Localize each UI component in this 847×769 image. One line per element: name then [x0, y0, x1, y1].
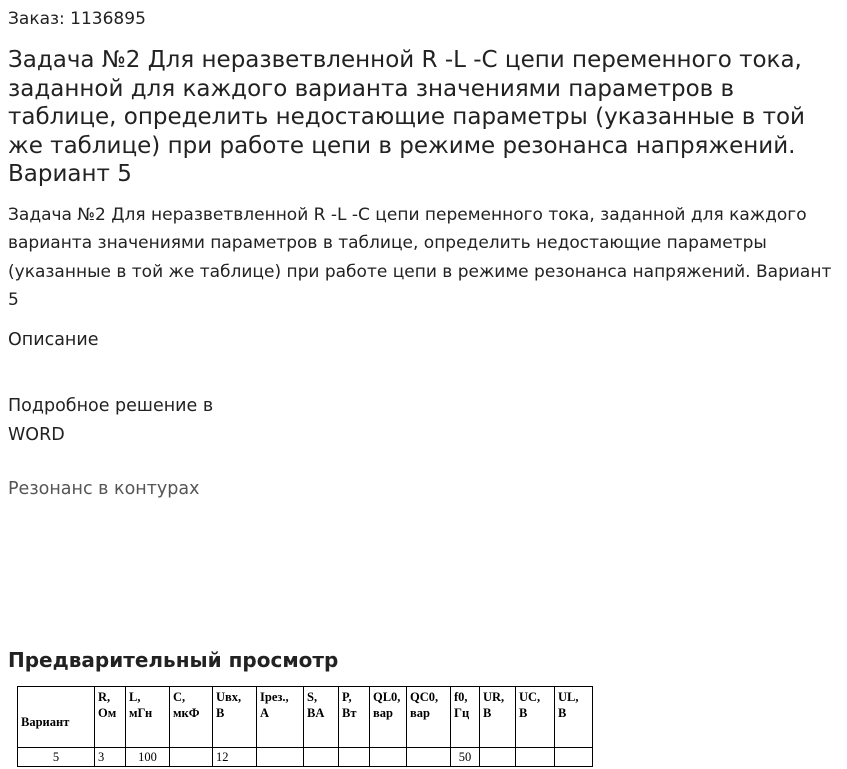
table-cell: 100 — [126, 748, 170, 767]
table-cell — [516, 748, 555, 767]
table-header-cell: Uвх, B — [213, 687, 257, 748]
table-header-cell: f0, Гц — [451, 687, 480, 748]
table-header-cell: C, мкФ — [170, 687, 213, 748]
table-header-cell: P, Вт — [339, 687, 370, 748]
table-cell: 50 — [451, 748, 480, 767]
table-cell: 5 — [18, 748, 95, 767]
table-header-cell: R, Ом — [95, 687, 126, 748]
table-cell — [170, 748, 213, 767]
table-header-cell: UC, B — [516, 687, 555, 748]
task-description: Задача №2 Для неразветвленной R -L -C цепи переменного тока, заданной для каждого варианта значениями параметров в таблице, определить недостающие параметры (указанные в той же таблице) при работе цепи в режиме резонанса напряжений. Вариант 5 — [8, 205, 832, 310]
table-cell — [339, 748, 370, 767]
page-title: Задача №2 Для неразветвленной R -L -C цепи переменного тока, заданной для каждого варианта значениями параметров в таблице, определить недостающие параметры (указанные в той же таблице) при работе цепи в режиме резонанса напряжений. Вариант 5 — [8, 47, 805, 187]
table-cell — [407, 748, 451, 767]
table-header-cell: Iрез., A — [257, 687, 304, 748]
table-header-cell: QC0, вар — [407, 687, 451, 748]
table-header-cell: UR, B — [480, 687, 516, 748]
preview-heading: Предварительный просмотр — [8, 648, 339, 672]
table-cell — [257, 748, 304, 767]
parameters-table — [17, 686, 593, 767]
table-cell — [555, 748, 593, 767]
table-header-cell: Вариант — [18, 687, 95, 748]
table-header-cell: UL, B — [555, 687, 593, 748]
category-link[interactable]: Резонанс в контурах — [8, 479, 200, 499]
table-cell — [480, 748, 516, 767]
table-cell — [370, 748, 407, 767]
table-row — [18, 748, 593, 767]
table-header-cell: L, мГн — [126, 687, 170, 748]
table-header-cell: QL0, вар — [370, 687, 407, 748]
description-label: Описание — [8, 330, 99, 350]
table-cell: 3 — [95, 748, 126, 767]
table-header-cell: S, BA — [304, 687, 339, 748]
table-cell — [304, 748, 339, 767]
table-cell: 12 — [213, 748, 257, 767]
solution-note: Подробное решение в WORD — [8, 396, 214, 445]
table-header-row — [18, 687, 593, 748]
order-number: Заказ: 1136895 — [8, 9, 146, 29]
